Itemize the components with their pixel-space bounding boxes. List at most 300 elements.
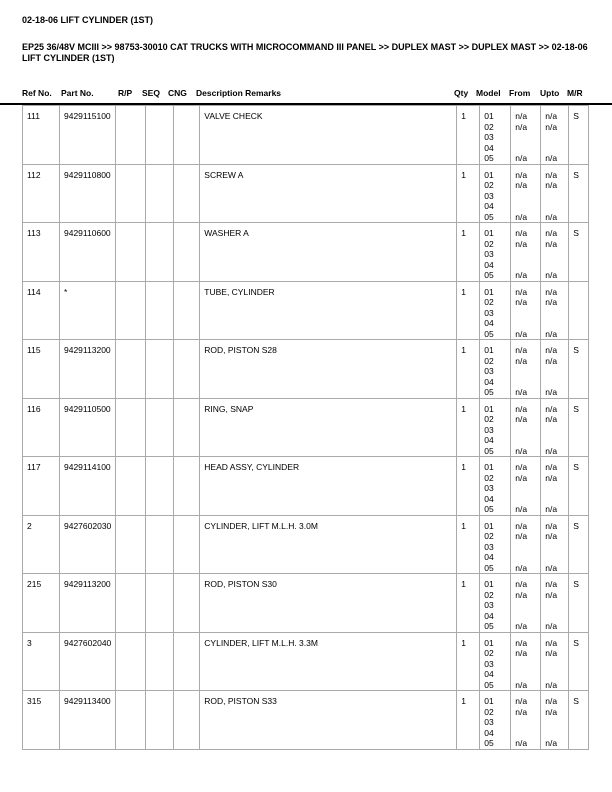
seq-cell: [146, 164, 174, 223]
upto-value: n/a: [545, 228, 558, 238]
models-value: 05: [484, 211, 494, 222]
from-list: [511, 691, 541, 750]
table-row: [23, 106, 589, 165]
upto-value: n/a: [545, 345, 558, 355]
mr: S: [569, 106, 589, 165]
from-value: n/a: [515, 589, 528, 600]
models-list: [480, 281, 511, 340]
models-value: 01: [484, 579, 494, 589]
from-value: n/a: [515, 286, 528, 297]
models-value: 02: [484, 414, 494, 424]
from-list: [511, 632, 541, 691]
seq-cell: [146, 340, 174, 399]
seq-cell: [146, 632, 174, 691]
models-value: 01: [484, 696, 494, 706]
ref-no: 116: [23, 398, 60, 457]
from-value: [515, 366, 536, 377]
breadcrumb: EP25 36/48V MCIII >> 98753-30010 CAT TRUCKS WITH MICROCOMMAND III PANEL >> DUPLEX MAST >> DUPLEX MAST >> 02-18-06 LIFT CYLINDER (1ST): [22, 42, 588, 63]
models-value: 01: [484, 462, 494, 472]
cng-cell: [174, 691, 200, 750]
upto-value: [545, 435, 564, 446]
from-value: n/a: [515, 445, 528, 456]
qty: 1: [457, 515, 480, 574]
mr: S: [569, 223, 589, 282]
upto-list: [541, 515, 569, 574]
ref-no: 117: [23, 457, 60, 516]
from-value: [515, 659, 536, 670]
models-list: [480, 457, 511, 516]
models-value: 01: [484, 637, 494, 648]
upto-list: [541, 574, 569, 633]
header-from: From: [509, 88, 531, 98]
models-value: 01: [484, 111, 494, 121]
from-value: [515, 377, 536, 388]
qty: 1: [457, 281, 480, 340]
ref-no: 215: [23, 574, 60, 633]
description: ROD, PISTON S28: [200, 340, 457, 399]
table-row: [23, 574, 589, 633]
upto-value: n/a: [545, 211, 558, 222]
models-value: 02: [484, 589, 494, 600]
upto-value: n/a: [545, 297, 558, 307]
models-value: 01: [484, 286, 494, 297]
header-cng: CNG: [168, 88, 187, 98]
upto-value: n/a: [545, 520, 558, 531]
from-value: n/a: [515, 297, 528, 307]
seq-cell: [146, 515, 174, 574]
from-value: n/a: [515, 679, 528, 690]
upto-list: [541, 457, 569, 516]
upto-value: [545, 366, 564, 377]
upto-value: n/a: [545, 579, 558, 589]
mr: S: [569, 398, 589, 457]
from-value: [515, 669, 536, 680]
models-value: 04: [484, 318, 494, 328]
qty: 1: [457, 457, 480, 516]
models-value: 02: [484, 297, 494, 307]
part-no: 9429113400: [60, 691, 116, 750]
rp-cell: [116, 164, 146, 223]
models-value: 02: [484, 472, 494, 483]
from-value: [515, 483, 536, 494]
cng-cell: [174, 632, 200, 691]
part-no: 9429113200: [60, 574, 116, 633]
mr: S: [569, 691, 589, 750]
models-value: 05: [484, 621, 494, 631]
cng-cell: [174, 340, 200, 399]
cng-cell: [174, 164, 200, 223]
from-value: n/a: [515, 228, 528, 238]
models-value: 02: [484, 238, 494, 249]
ref-no: 315: [23, 691, 60, 750]
upto-value: [545, 600, 564, 611]
from-value: [515, 717, 536, 728]
models-value: 02: [484, 180, 494, 190]
page-title: 02-18-06 LIFT CYLINDER (1ST): [22, 15, 154, 25]
part-no: 9429114100: [60, 457, 116, 516]
qty: 1: [457, 691, 480, 750]
upto-list: [541, 106, 569, 165]
from-value: n/a: [515, 531, 528, 541]
models-list: [480, 691, 511, 750]
seq-cell: [146, 223, 174, 282]
from-value: n/a: [515, 355, 528, 366]
models-value: 03: [484, 424, 494, 435]
description: CYLINDER, LIFT M.L.H. 3.3M: [200, 632, 457, 691]
models-value: 04: [484, 552, 494, 562]
seq-cell: [146, 457, 174, 516]
from-list: [511, 223, 541, 282]
upto-value: n/a: [545, 238, 558, 249]
models-value: 04: [484, 376, 494, 387]
models-list: [480, 164, 511, 223]
from-value: n/a: [515, 414, 528, 424]
models-value: 04: [484, 669, 494, 679]
upto-value: [545, 717, 564, 728]
upto-value: [545, 201, 564, 212]
seq-cell: [146, 574, 174, 633]
cng-cell: [174, 515, 200, 574]
rp-cell: [116, 691, 146, 750]
part-no: 9429110600: [60, 223, 116, 282]
part-no: 9429113200: [60, 340, 116, 399]
upto-value: n/a: [545, 328, 558, 339]
models-value: 01: [484, 520, 494, 531]
part-no: 9427602030: [60, 515, 116, 574]
models-value: 01: [484, 169, 494, 180]
qty: 1: [457, 164, 480, 223]
upto-value: [545, 669, 564, 680]
from-value: n/a: [515, 403, 528, 414]
models-value: 01: [484, 403, 494, 414]
cng-cell: [174, 398, 200, 457]
description: RING, SNAP: [200, 398, 457, 457]
part-no: 9429110800: [60, 164, 116, 223]
table-row: [23, 398, 589, 457]
models-value: 02: [484, 121, 494, 132]
models-list: [480, 106, 511, 165]
models-value: 03: [484, 717, 494, 727]
upto-value: [545, 611, 564, 622]
upto-value: n/a: [545, 562, 558, 573]
models-value: 05: [484, 387, 494, 397]
upto-list: [541, 164, 569, 223]
from-value: n/a: [515, 169, 528, 180]
description: ROD, PISTON S30: [200, 574, 457, 633]
upto-value: n/a: [545, 621, 558, 631]
header-ref: Ref No.: [22, 88, 52, 98]
models-value: 03: [484, 366, 494, 376]
upto-list: [541, 281, 569, 340]
from-list: [511, 106, 541, 165]
models-value: 01: [484, 228, 494, 238]
from-value: n/a: [515, 696, 528, 706]
upto-value: [545, 308, 564, 319]
upto-value: [545, 659, 564, 670]
upto-list: [541, 223, 569, 282]
description: HEAD ASSY, CYLINDER: [200, 457, 457, 516]
from-value: [515, 318, 536, 329]
rp-cell: [116, 223, 146, 282]
mr: [569, 281, 589, 340]
models-value: 03: [484, 541, 494, 552]
part-no: *: [60, 281, 116, 340]
cng-cell: [174, 106, 200, 165]
upto-value: [545, 377, 564, 388]
part-no: 9427602040: [60, 632, 116, 691]
from-value: n/a: [515, 706, 528, 717]
from-value: n/a: [515, 472, 528, 483]
from-value: n/a: [515, 637, 528, 648]
models-value: 03: [484, 600, 494, 610]
from-list: [511, 515, 541, 574]
models-value: 05: [484, 445, 494, 456]
table-row: [23, 457, 589, 516]
upto-value: [545, 552, 564, 563]
mr: S: [569, 515, 589, 574]
description: WASHER A: [200, 223, 457, 282]
from-value: [515, 425, 536, 436]
upto-list: [541, 340, 569, 399]
ref-no: 113: [23, 223, 60, 282]
upto-value: n/a: [545, 706, 558, 717]
header-seq: SEQ: [142, 88, 160, 98]
from-value: n/a: [515, 180, 528, 190]
ref-no: 111: [23, 106, 60, 165]
from-value: [515, 600, 536, 611]
rp-cell: [116, 632, 146, 691]
from-list: [511, 164, 541, 223]
models-value: 04: [484, 142, 494, 153]
seq-cell: [146, 691, 174, 750]
from-list: [511, 398, 541, 457]
cng-cell: [174, 574, 200, 633]
upto-list: [541, 632, 569, 691]
rp-cell: [116, 106, 146, 165]
models-value: 01: [484, 345, 494, 355]
header-desc: Description Remarks: [196, 88, 282, 98]
models-value: 03: [484, 249, 494, 259]
models-list: [480, 574, 511, 633]
models-list: [480, 398, 511, 457]
upto-value: [545, 143, 564, 154]
upto-value: [545, 260, 564, 271]
from-value: n/a: [515, 345, 528, 355]
from-value: n/a: [515, 562, 528, 573]
upto-value: n/a: [545, 111, 558, 121]
part-no: 9429110500: [60, 398, 116, 457]
upto-value: n/a: [545, 589, 558, 600]
seq-cell: [146, 398, 174, 457]
upto-list: [541, 691, 569, 750]
upto-value: n/a: [545, 637, 558, 648]
models-value: 04: [484, 727, 494, 738]
ref-no: 112: [23, 164, 60, 223]
from-value: [515, 201, 536, 212]
from-value: [515, 552, 536, 563]
models-value: 02: [484, 531, 494, 541]
from-value: n/a: [515, 579, 528, 589]
mr: S: [569, 164, 589, 223]
header-rp: R/P: [118, 88, 133, 98]
from-value: n/a: [515, 270, 528, 280]
models-value: 05: [484, 738, 494, 748]
from-value: [515, 435, 536, 446]
table-row: [23, 223, 589, 282]
ref-no: 3: [23, 632, 60, 691]
mr: S: [569, 340, 589, 399]
from-value: n/a: [515, 328, 528, 339]
models-value: 04: [484, 435, 494, 445]
models-value: 02: [484, 355, 494, 366]
from-value: n/a: [515, 111, 528, 121]
ref-no: 114: [23, 281, 60, 340]
upto-value: [545, 425, 564, 436]
header-mr: M/R: [567, 88, 583, 98]
upto-value: n/a: [545, 387, 558, 397]
models-list: [480, 632, 511, 691]
table-row: [23, 691, 589, 750]
models-value: 05: [484, 270, 494, 280]
from-value: n/a: [515, 621, 528, 631]
from-value: n/a: [515, 121, 528, 132]
from-list: [511, 340, 541, 399]
qty: 1: [457, 106, 480, 165]
rp-cell: [116, 398, 146, 457]
from-value: [515, 143, 536, 154]
description: TUBE, CYLINDER: [200, 281, 457, 340]
from-value: n/a: [515, 238, 528, 249]
qty: 1: [457, 632, 480, 691]
from-value: n/a: [515, 153, 528, 163]
from-value: [515, 308, 536, 319]
models-value: 04: [484, 493, 494, 504]
from-value: [515, 611, 536, 622]
description: ROD, PISTON S33: [200, 691, 457, 750]
upto-value: n/a: [545, 462, 558, 472]
upto-value: [545, 249, 564, 260]
models-value: 03: [484, 132, 494, 142]
upto-value: [545, 483, 564, 494]
models-value: 03: [484, 483, 494, 493]
qty: 1: [457, 340, 480, 399]
models-value: 05: [484, 504, 494, 514]
from-value: [515, 494, 536, 505]
upto-value: n/a: [545, 121, 558, 132]
from-value: [515, 260, 536, 271]
rp-cell: [116, 340, 146, 399]
seq-cell: [146, 281, 174, 340]
models-value: 05: [484, 153, 494, 163]
upto-value: n/a: [545, 679, 558, 690]
qty: 1: [457, 223, 480, 282]
models-value: 04: [484, 201, 494, 211]
upto-value: n/a: [545, 414, 558, 424]
from-list: [511, 457, 541, 516]
header-model: Model: [476, 88, 501, 98]
description: CYLINDER, LIFT M.L.H. 3.0M: [200, 515, 457, 574]
mr: S: [569, 632, 589, 691]
upto-value: n/a: [545, 738, 558, 748]
upto-value: n/a: [545, 153, 558, 163]
from-value: [515, 542, 536, 553]
table-row: [23, 632, 589, 691]
models-list: [480, 515, 511, 574]
models-value: 05: [484, 562, 494, 573]
from-value: n/a: [515, 504, 528, 514]
upto-value: n/a: [545, 472, 558, 483]
qty: 1: [457, 574, 480, 633]
cng-cell: [174, 223, 200, 282]
cng-cell: [174, 457, 200, 516]
from-value: n/a: [515, 387, 528, 397]
models-value: 03: [484, 658, 494, 669]
table-row: [23, 164, 589, 223]
from-value: n/a: [515, 462, 528, 472]
upto-value: [545, 494, 564, 505]
models-value: 03: [484, 190, 494, 201]
upto-value: n/a: [545, 355, 558, 366]
rp-cell: [116, 281, 146, 340]
qty: 1: [457, 398, 480, 457]
part-no: 9429115100: [60, 106, 116, 165]
models-value: 05: [484, 328, 494, 339]
upto-value: [545, 542, 564, 553]
header-upto: Upto: [540, 88, 560, 98]
from-value: n/a: [515, 520, 528, 531]
models-list: [480, 223, 511, 282]
rp-cell: [116, 457, 146, 516]
parts-table: [22, 105, 589, 750]
upto-value: n/a: [545, 648, 558, 658]
upto-value: [545, 318, 564, 329]
upto-value: n/a: [545, 445, 558, 456]
models-value: 02: [484, 648, 494, 658]
description: SCREW A: [200, 164, 457, 223]
from-value: n/a: [515, 648, 528, 658]
upto-value: n/a: [545, 696, 558, 706]
rp-cell: [116, 574, 146, 633]
from-value: n/a: [515, 211, 528, 222]
mr: S: [569, 574, 589, 633]
from-list: [511, 574, 541, 633]
table-row: [23, 340, 589, 399]
upto-value: n/a: [545, 531, 558, 541]
from-value: [515, 728, 536, 739]
models-value: 02: [484, 706, 494, 717]
upto-value: n/a: [545, 169, 558, 180]
upto-value: [545, 132, 564, 143]
upto-value: [545, 191, 564, 202]
from-value: [515, 191, 536, 202]
cng-cell: [174, 281, 200, 340]
from-value: n/a: [515, 738, 528, 748]
upto-value: n/a: [545, 270, 558, 280]
header-part: Part No.: [61, 88, 94, 98]
from-value: [515, 132, 536, 143]
ref-no: 115: [23, 340, 60, 399]
upto-value: n/a: [545, 403, 558, 414]
upto-value: n/a: [545, 504, 558, 514]
rp-cell: [116, 515, 146, 574]
table-row: [23, 515, 589, 574]
upto-list: [541, 398, 569, 457]
models-value: 04: [484, 610, 494, 621]
upto-value: n/a: [545, 286, 558, 297]
models-value: 05: [484, 679, 494, 690]
models-list: [480, 340, 511, 399]
models-value: 03: [484, 307, 494, 318]
